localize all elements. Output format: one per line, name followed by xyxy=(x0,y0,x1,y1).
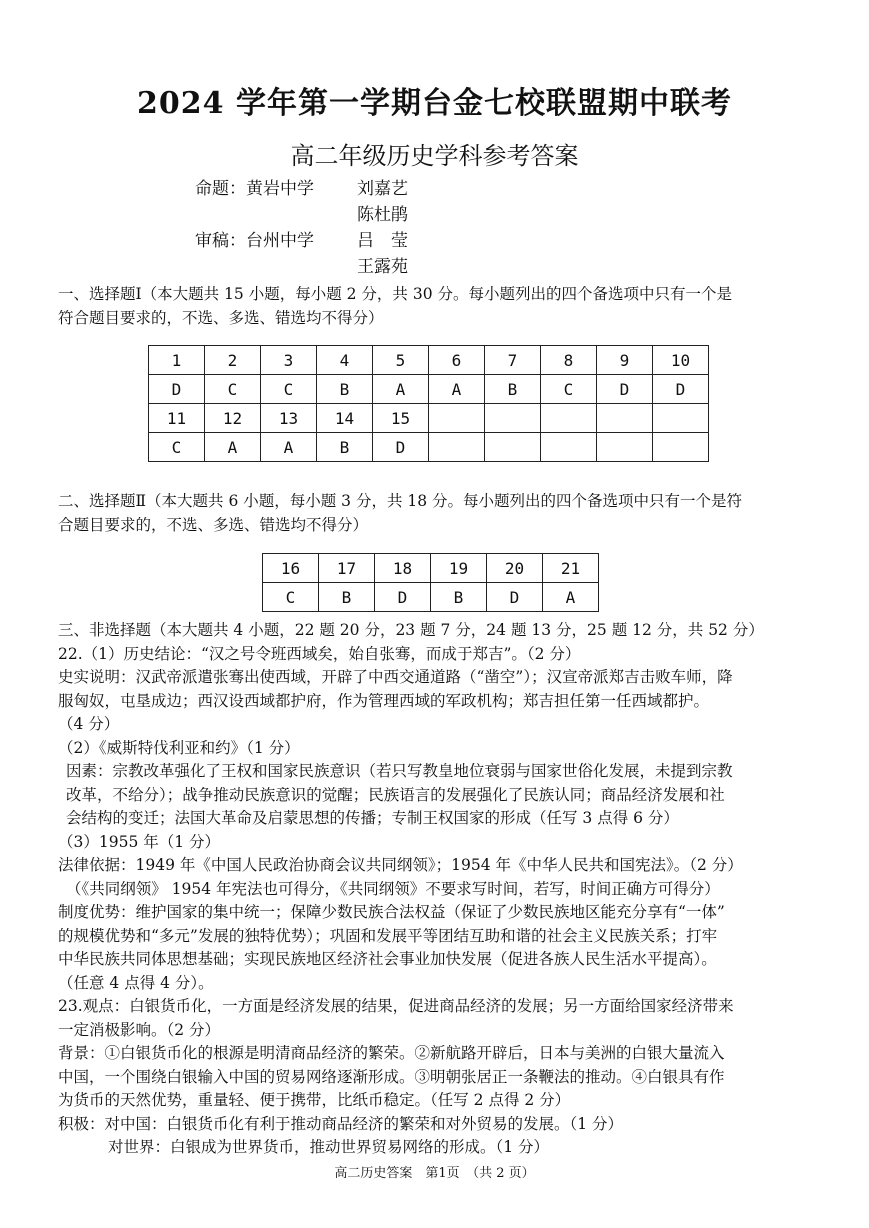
question-number-cell xyxy=(541,404,597,433)
answer-cell: A xyxy=(261,433,317,462)
table-row xyxy=(149,433,709,462)
answer-table-1 xyxy=(148,345,709,462)
answer-cell: A xyxy=(205,433,261,462)
question-number-cell: 18 xyxy=(375,554,431,583)
reviewer-name: 吕 莹 xyxy=(357,231,408,251)
answer-cell: D xyxy=(487,583,543,612)
section3-block xyxy=(58,619,818,1160)
table-row xyxy=(263,583,599,612)
answer-cell: D xyxy=(653,375,709,404)
answer-cell: C xyxy=(541,375,597,404)
page-subtitle: 高二年级历史学科参考答案 xyxy=(290,142,579,170)
section3-heading: 三、非选择题（本大题共 4 小题，22 题 20 分，23 题 7 分，24 题 13 分，25 题 12 分，共 52 分） xyxy=(58,621,764,639)
answer-cell: D xyxy=(375,583,431,612)
question-number-cell: 17 xyxy=(319,554,375,583)
credit-spacer xyxy=(195,202,357,228)
section1-heading xyxy=(58,283,818,330)
answer-cell: C xyxy=(261,375,317,404)
answer-line: 23.观点：白银货币化，一方面是经济发展的结果，促进商品经济的发展；另一方面给国家经济带来 xyxy=(58,997,734,1015)
credit-spacer xyxy=(195,254,357,280)
answer-cell: B xyxy=(317,433,373,462)
setter-name: 陈杜鹃 xyxy=(357,205,408,225)
table-row xyxy=(149,346,709,375)
question-number-cell: 13 xyxy=(261,404,317,433)
answer-table-2 xyxy=(262,553,599,612)
answer-cell: D xyxy=(597,375,653,404)
answer-line: 制度优势：维护国家的集中统一；保障少数民族合法权益（保证了少数民族地区能充分享有“一体” xyxy=(58,903,725,921)
answer-cell xyxy=(597,433,653,462)
answer-line: 背景：①白银货币化的根源是明清商品经济的繁荣。②新航路开辟后，日本与美洲的白银大量流入 xyxy=(58,1044,725,1062)
question-number-cell: 16 xyxy=(263,554,319,583)
answer-cell: C xyxy=(263,583,319,612)
question-number-cell: 21 xyxy=(543,554,599,583)
reviewer-row xyxy=(195,228,408,254)
question-number-cell: 3 xyxy=(261,346,317,375)
table-row xyxy=(149,404,709,433)
answer-cell: B xyxy=(485,375,541,404)
answer-line: 为货币的天然优势，重量轻、便于携带，比纸币稳定。（任写 2 点得 2 分） xyxy=(58,1091,571,1109)
answer-line: 中国，一个围绕白银输入中国的贸易网络逐渐形成。③明朝张居正一条鞭法的推动。④白银具有作 xyxy=(58,1067,725,1086)
answer-line: 改革，不给分）；战争推动民族意识的觉醒；民族语言的发展强化了民族认同；商品经济发展和社 xyxy=(66,785,725,804)
setter-name: 刘嘉艺 xyxy=(357,179,408,199)
page-title: 2024 学年第一学期台金七校联盟期中联考 xyxy=(137,86,732,121)
question-number-cell: 2 xyxy=(205,346,261,375)
reviewer-label: 审稿：台州中学 xyxy=(195,231,314,251)
setter-row xyxy=(195,176,408,202)
answer-line: （3）1955 年（1 分） xyxy=(58,832,221,851)
answer-line: 22.（1）历史结论：“汉之号令班西域矣，始自张骞，而成于郑吉”。（2 分） xyxy=(58,644,581,663)
question-number-cell: 14 xyxy=(317,404,373,433)
question-number-cell xyxy=(485,404,541,433)
answer-line: 积极：对中国：白银货币化有利于推动商品经济的繁荣和对外贸易的发展。（1 分） xyxy=(58,1114,624,1133)
answer-cell xyxy=(653,433,709,462)
answer-line: （《共同纲领》 1954 年宪法也可得分，《共同纲领》不要求写时间，若写，时间正确方可得分） xyxy=(66,879,720,898)
answer-line: （任意 4 点得 4 分）。 xyxy=(58,973,214,992)
answer-cell: B xyxy=(431,583,487,612)
answer-cell xyxy=(541,433,597,462)
reviewer-row-2 xyxy=(195,254,408,280)
answer-cell: D xyxy=(373,433,429,462)
question-number-cell xyxy=(597,404,653,433)
answer-cell: B xyxy=(317,375,373,404)
answer-cell xyxy=(429,433,485,462)
section1-heading-line: 一、选择题Ⅰ（本大题共 15 小题，每小题 2 分，共 30 分。每小题列出的四个备选项中只有一个是 xyxy=(58,285,732,303)
table-row xyxy=(263,554,599,583)
reviewer-name: 王露苑 xyxy=(357,257,408,277)
answer-line: 中华民族共同体思想基础；实现民族地区经济社会事业加快发展（促进各族人民生活水平提高）。 xyxy=(58,950,717,968)
question-number-cell: 6 xyxy=(429,346,485,375)
answer-cell: A xyxy=(543,583,599,612)
question-number-cell xyxy=(653,404,709,433)
answer-line: 服匈奴，屯垦成边；西汉设西域都护府，作为管理西域的军政机构；郑吉担任第一任西域都护。 xyxy=(58,691,710,710)
question-number-cell: 4 xyxy=(317,346,373,375)
answer-line: 史实说明：汉武帝派遣张骞出使西域，开辟了中西交通道路（“凿空”）；汉宣帝派郑吉击败车师，降 xyxy=(58,668,733,686)
question-number-cell: 15 xyxy=(373,404,429,433)
answer-cell: D xyxy=(149,375,205,404)
question-number-cell: 12 xyxy=(205,404,261,433)
question-number-cell: 20 xyxy=(487,554,543,583)
page-footer: 高二历史答案 第1页 （共 2 页） xyxy=(334,1166,535,1181)
credits-block xyxy=(195,176,408,280)
answer-line: 的规模优势和“多元”发展的独特优势）；巩固和发展平等团结互助和谐的社会主义民族关系；打牢 xyxy=(58,926,718,945)
question-number-cell: 11 xyxy=(149,404,205,433)
answer-cell: A xyxy=(373,375,429,404)
setter-row-2 xyxy=(195,202,408,228)
question-number-cell: 1 xyxy=(149,346,205,375)
answer-cell: C xyxy=(149,433,205,462)
answer-line: 因素：宗教改革强化了王权和国家民族意识（若只写教皇地位衰弱与国家世俗化发展，未提到宗教 xyxy=(66,762,733,780)
answer-cell: B xyxy=(319,583,375,612)
answer-line: （2）《威斯特伐利亚和约》（1 分） xyxy=(58,738,300,757)
answer-line: 法律依据：1949 年《中国人民政治协商会议共同纲领》；1954 年《中华人民共和国宪法》。（2 分） xyxy=(58,856,743,874)
section1-heading-line: 符合题目要求的，不选、多选、错选均不得分） xyxy=(58,308,384,327)
question-number-cell xyxy=(429,404,485,433)
section2-heading xyxy=(58,490,818,537)
answer-line: 对世界：白银成为世界货币，推动世界贸易网络的形成。（1 分） xyxy=(108,1138,550,1156)
answer-cell: C xyxy=(205,375,261,404)
answer-line: 会结构的变迁；法国大革命及启蒙思想的传播；专制王权国家的形成（任写 3 点得 6 分） xyxy=(66,809,679,827)
section2-heading-line: 二、选择题Ⅱ（本大题共 6 小题，每小题 3 分，共 18 分。每小题列出的四个备选项中只有一个是符 xyxy=(58,492,743,510)
table-row xyxy=(149,375,709,404)
answer-cell xyxy=(485,433,541,462)
question-number-cell: 8 xyxy=(541,346,597,375)
question-number-cell: 9 xyxy=(597,346,653,375)
section2-heading-line: 合题目要求的，不选、多选、错选均不得分） xyxy=(58,515,369,534)
question-number-cell: 5 xyxy=(373,346,429,375)
answer-cell: A xyxy=(429,375,485,404)
answer-line: （4 分） xyxy=(58,715,120,733)
setter-label: 命题：黄岩中学 xyxy=(195,179,314,199)
question-number-cell: 7 xyxy=(485,346,541,375)
question-number-cell: 10 xyxy=(653,346,709,375)
question-number-cell: 19 xyxy=(431,554,487,583)
answer-line: 一定消极影响。（2 分） xyxy=(58,1020,221,1039)
